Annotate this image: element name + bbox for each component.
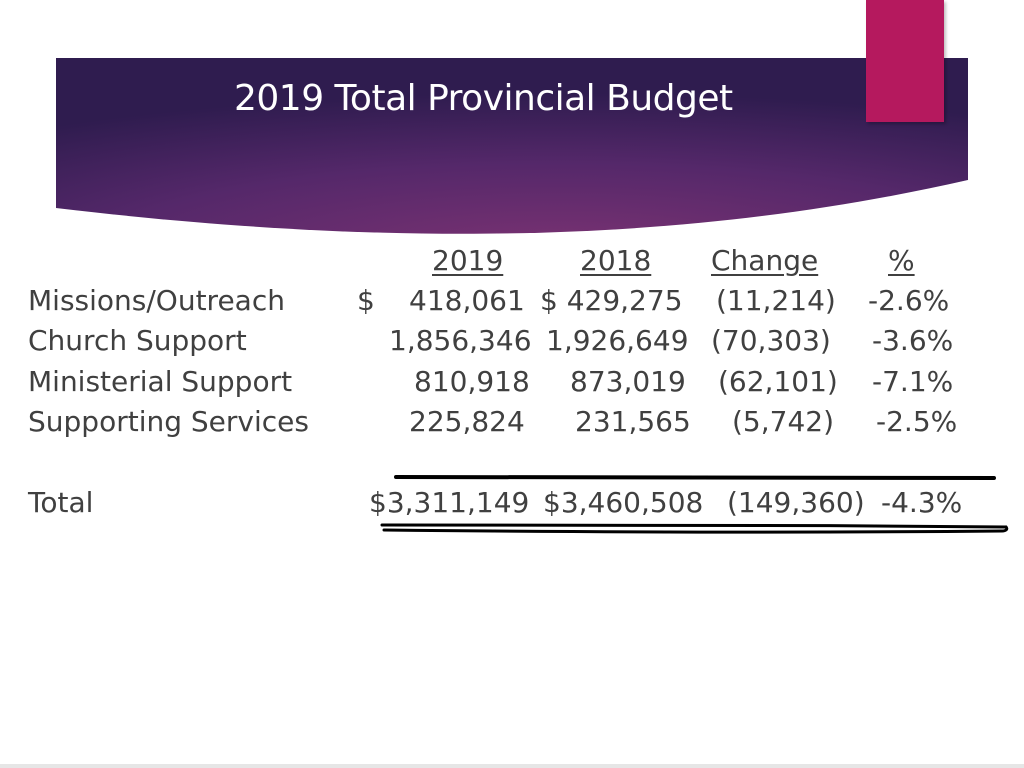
hand-drawn-line [390,468,1002,488]
total-2018: $3,460,508 [543,486,704,519]
value-2019: 810,918 [414,365,530,398]
total-2019: $3,311,149 [369,486,530,519]
value-change: (11,214) [716,284,836,317]
dollar-sign: $ [357,284,375,317]
row-label: Ministerial Support [28,365,293,398]
accent-block [866,0,944,122]
total-percent: -4.3% [881,486,963,519]
header-2018: 2018 [580,244,652,277]
total-change: (149,360) [727,486,865,519]
hand-drawn-double-underline [376,518,1016,538]
value-2018: 873,019 [570,365,686,398]
row-label: Church Support [28,324,247,357]
table-row [0,284,1024,324]
table-header-row [0,244,1024,284]
value-2019: 1,856,346 [389,324,532,357]
value-percent: -2.6% [868,284,950,317]
value-2018: 1,926,649 [546,324,689,357]
row-label: Supporting Services [28,405,309,438]
row-label: Missions/Outreach [28,284,285,317]
value-percent: -3.6% [872,324,954,357]
table-row [0,365,1024,405]
value-change: (5,742) [732,405,835,438]
table-row [0,324,1024,364]
value-percent: -7.1% [872,365,954,398]
value-change: (62,101) [718,365,838,398]
value-change: (70,303) [711,324,831,357]
total-label: Total [28,486,94,519]
value-2018: $ 429,275 [540,284,683,317]
value-percent: -2.5% [876,405,958,438]
slide-bottom-edge [0,764,1024,768]
slide-title: 2019 Total Provincial Budget [234,78,733,119]
value-2018: 231,565 [575,405,691,438]
header-change: Change [711,244,819,277]
header-percent: % [888,244,915,277]
value-2019: 418,061 [409,284,525,317]
table-row [0,405,1024,445]
value-2019: 225,824 [409,405,525,438]
header-2019: 2019 [432,244,504,277]
